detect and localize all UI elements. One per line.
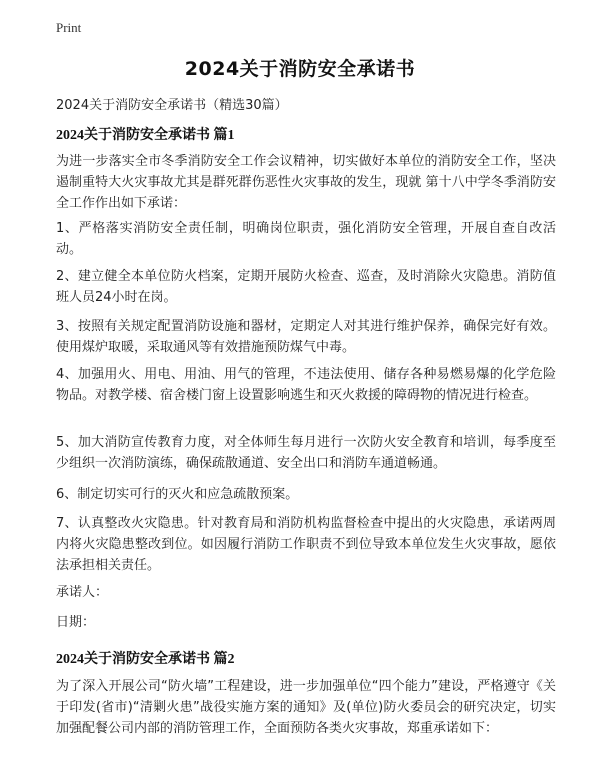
section-heading-1: 2024关于消防安全承诺书 篇1 xyxy=(56,128,235,143)
section-1-paragraph-item-6: 6、制定切实可行的灭火和应急疏散预案。 xyxy=(56,487,299,502)
section-heading-2: 2024关于消防安全承诺书 篇2 xyxy=(56,652,235,667)
section-1-paragraph-item-1: 1、严格落实消防安全责任制，明确岗位职责，强化消防安全管理，开展自查自改活动。 xyxy=(56,221,556,257)
section-1-paragraph-item-2: 2、建立健全本单位防火档案，定期开展防火检查、巡查，及时消除火灾隐患。消防值班人员24小时在岗。 xyxy=(56,269,556,305)
document-subtitle: 2024关于消防安全承诺书（精选30篇） xyxy=(56,98,288,113)
section-1-signatory-label: 承诺人： xyxy=(56,585,109,600)
section-2-paragraph-intro: 为了深入开展公司“防火墙”工程建设，进一步加强单位“四个能力”建设，严格遵守《关于印发(省市)“清剿火患”战役实施方案的通知》及(单位)防火委员会的研究决定，切实加强配餐公司内部的消防管理工作，全面预防各类火灾事故，郑重承诺如下： xyxy=(56,679,556,736)
print-link[interactable]: Print xyxy=(56,20,82,35)
section-1-paragraph-item-7: 7、认真整改火灾隐患。针对教育局和消防机构监督检查中提出的火灾隐患，承诺两周内将火灾隐患整改到位。如因履行消防工作职责不到位导致本单位发生火灾事故，愿依法承担相关责任。 xyxy=(56,516,556,573)
section-1-date-label: 日期： xyxy=(56,615,96,630)
document-title: 2024关于消防安全承诺书 xyxy=(184,58,416,80)
section-1-paragraph-item-5: 5、加大消防宣传教育力度，对全体师生每月进行一次防火安全教育和培训，每季度至少组织一次消防演练，确保疏散通道、安全出口和消防车通道畅通。 xyxy=(56,435,556,471)
section-1-paragraph-intro: 为进一步落实全市冬季消防安全工作会议精神，切实做好本单位的消防安全工作，坚决遏制重特大火灾事故尤其是群死群伤恶性火灾事故的发生，现就 第十八中学冬季消防安全工作作出如下承诺： xyxy=(56,154,556,211)
section-1-paragraph-item-4: 4、加强用火、用电、用油、用气的管理，不违法使用、储存各种易燃易爆的化学危险物品。对教学楼、宿舍楼门窗上设置影响逃生和灭火救援的障碍物的情况进行检查。 xyxy=(56,367,556,403)
section-1-paragraph-item-3: 3、按照有关规定配置消防设施和器材，定期定人对其进行维护保养，确保完好有效。使用煤炉取暖，采取通风等有效措施预防煤气中毒。 xyxy=(56,319,556,355)
